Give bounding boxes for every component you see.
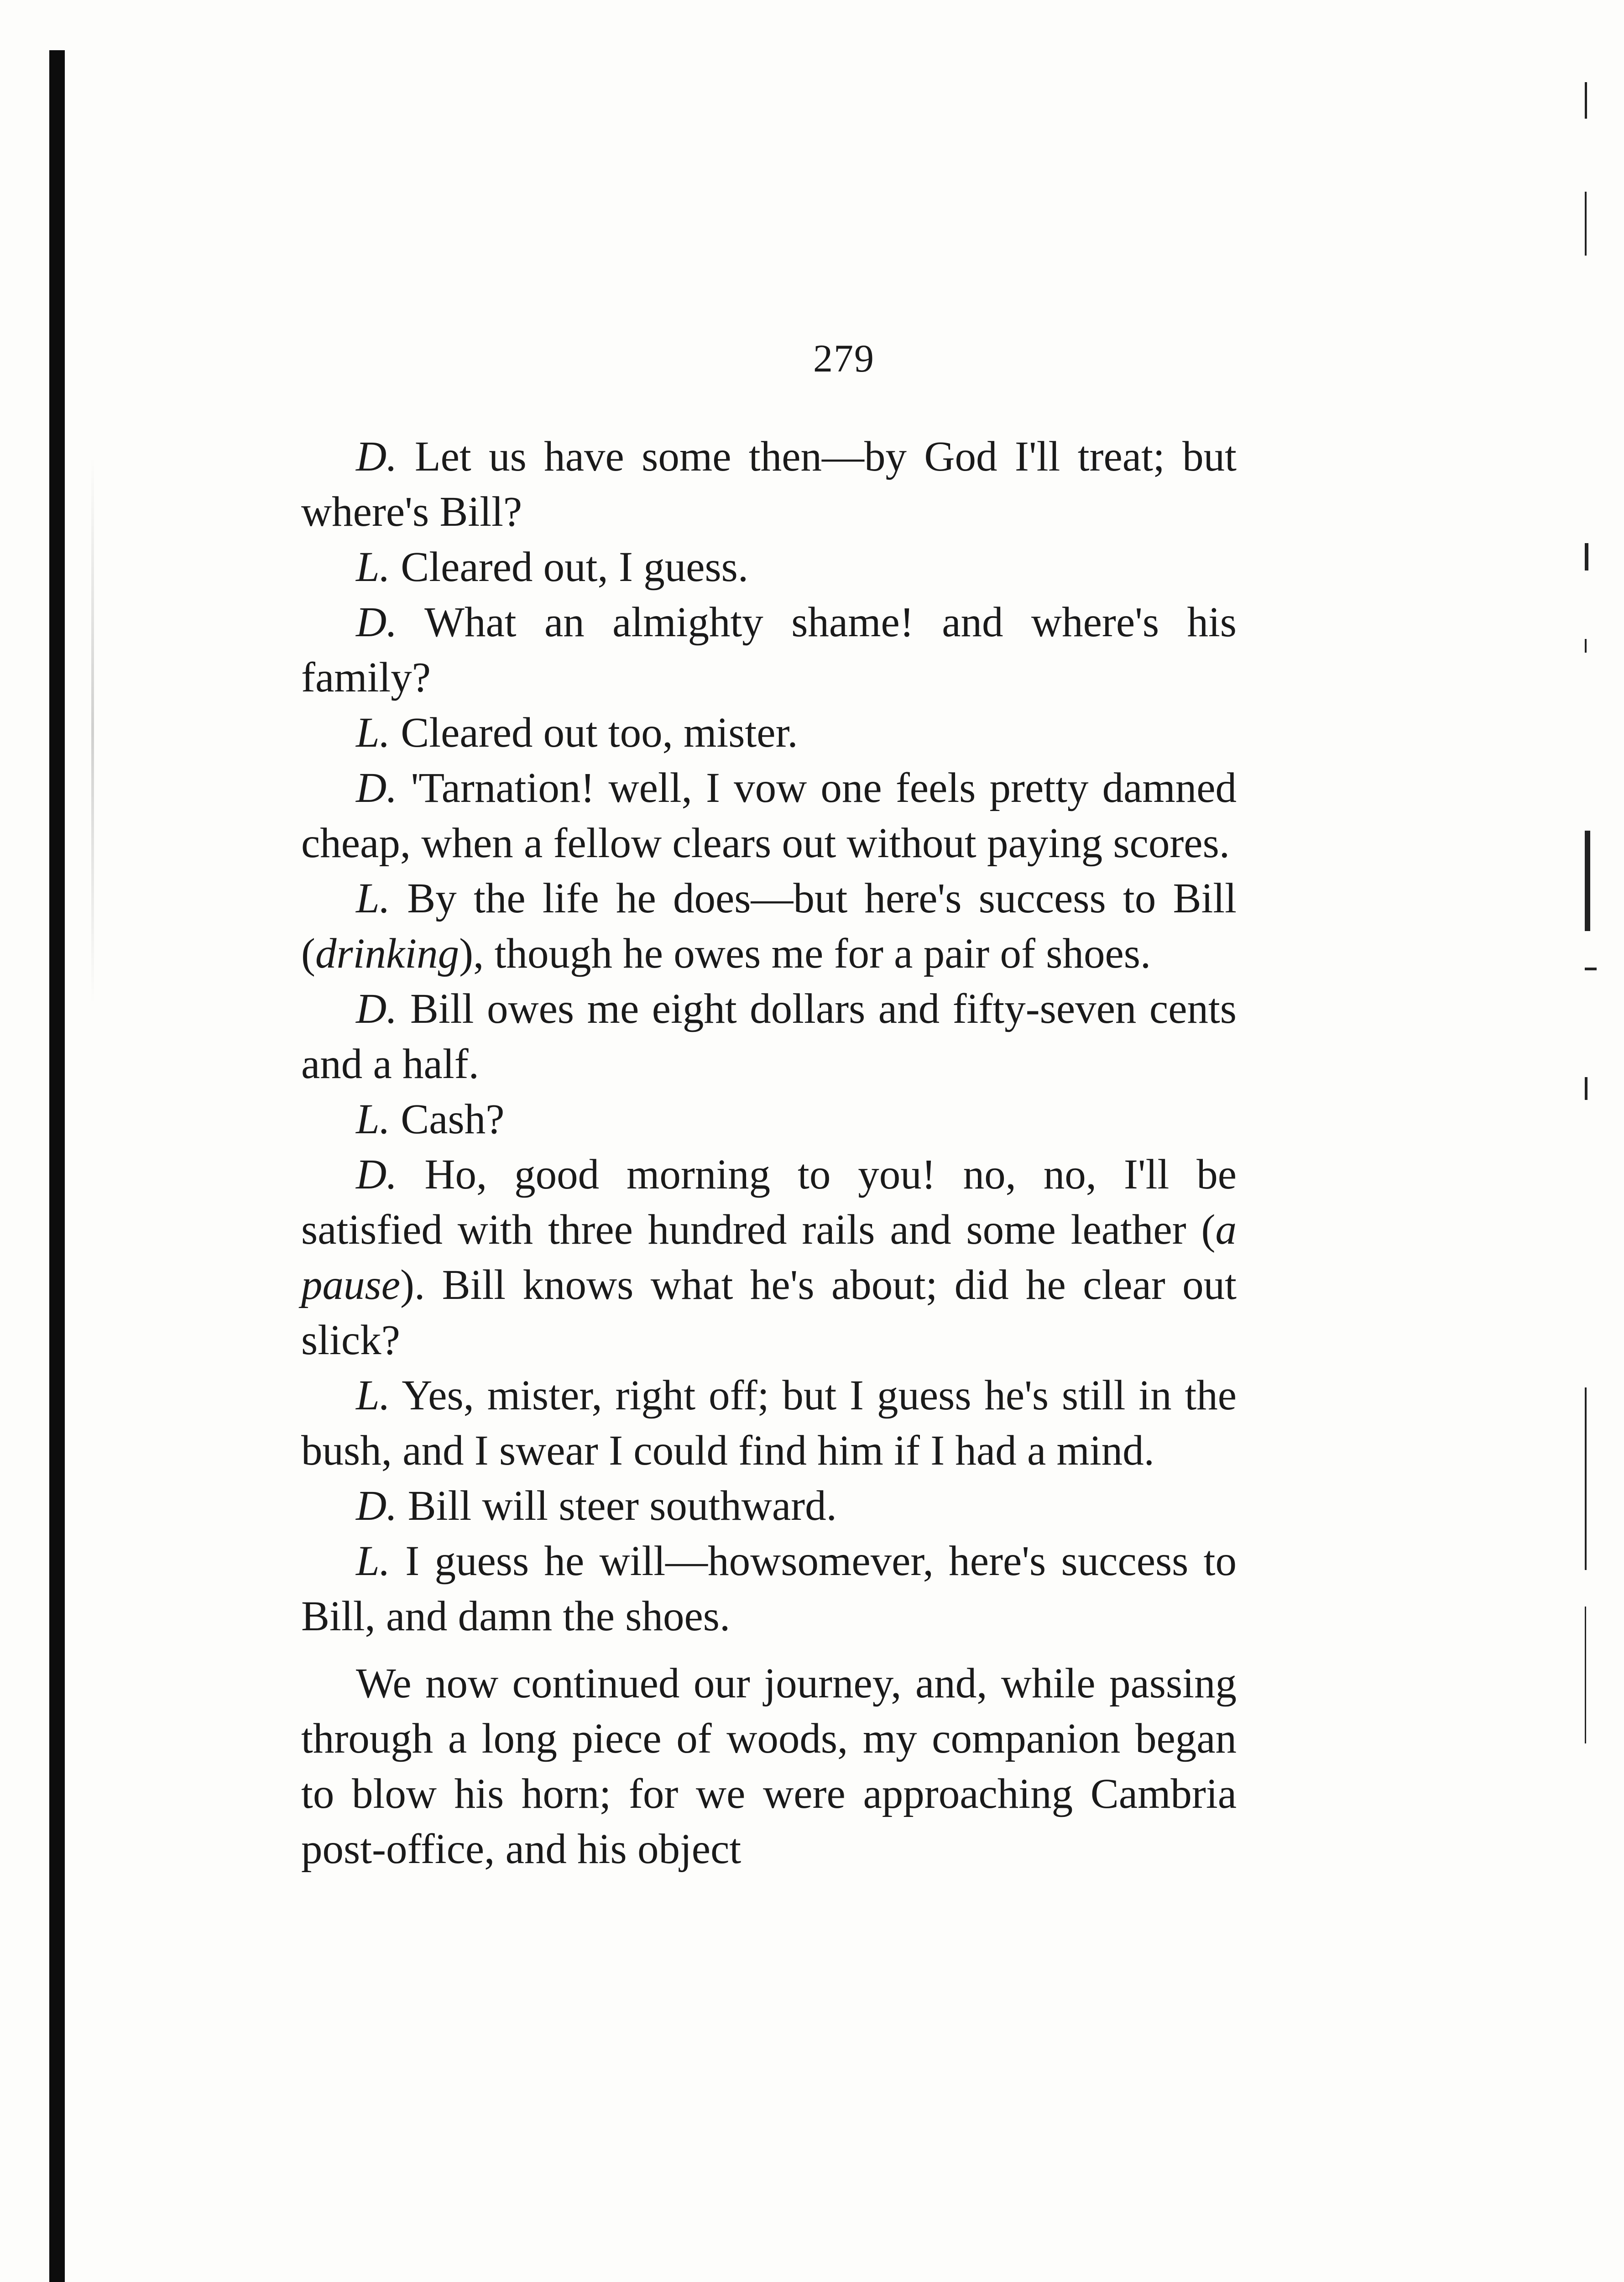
page-edge-marks: [1578, 55, 1597, 2282]
dialogue-paragraph: [301, 539, 1237, 595]
speaker-label: L.: [356, 544, 390, 591]
speaker-label: D.: [356, 1151, 397, 1198]
dialogue-paragraph: [301, 760, 1237, 871]
paragraph-text: We now continued our journey, and, while passing through a long piece of woods, my companion began to blow his horn; for we were approaching Cambria post-office, and his object: [301, 1660, 1237, 1873]
stage-direction: drinking: [315, 930, 460, 977]
dialogue-paragraph: [301, 1478, 1237, 1534]
speaker-label: L.: [356, 1372, 390, 1419]
speaker-label: L.: [356, 709, 390, 756]
paragraph-text: ). Bill knows what he's about; did he clear out slick?: [301, 1261, 1237, 1364]
speaker-label: L.: [356, 1538, 390, 1585]
paragraph-text: Let us have some then—by God I'll treat; but where's Bill?: [301, 433, 1237, 535]
narrative-paragraph: [301, 1656, 1237, 1877]
paragraph-text: Bill owes me eight dollars and fifty-seven cents and a half.: [301, 985, 1237, 1088]
speaker-label: D.: [356, 764, 397, 811]
paragraph-text: Bill will steer southward.: [397, 1482, 837, 1529]
paragraph-text: Cleared out, I guess.: [390, 544, 749, 591]
page-number: 279: [813, 336, 875, 380]
paragraph-text: Cash?: [390, 1096, 505, 1143]
speaker-label: D.: [356, 599, 397, 646]
speaker-label: L.: [356, 1096, 390, 1143]
page-text: [301, 429, 1237, 1877]
dialogue-paragraph: [301, 1368, 1237, 1478]
speaker-label: D.: [356, 985, 397, 1032]
dialogue-paragraph: [301, 1534, 1237, 1644]
speaker-label: D.: [356, 1482, 397, 1529]
dialogue-paragraph: [301, 429, 1237, 539]
paragraph-text: What an almighty shame! and where's his family?: [301, 599, 1237, 701]
dialogue-paragraph: [301, 981, 1237, 1092]
paragraph-text: 'Tarnation! well, I vow one feels pretty damned cheap, when a fellow clears out without paying scores.: [301, 764, 1237, 867]
paragraph-text: ), though he owes me for a pair of shoes.: [459, 930, 1151, 977]
dialogue-paragraph: [301, 705, 1237, 760]
dialogue-paragraph: [301, 1092, 1237, 1147]
paragraph-text: By the life he does—but here's success to Bill (: [301, 875, 1237, 977]
dialogue-paragraph: [301, 871, 1237, 981]
book-binding-edge: [49, 50, 65, 2282]
binding-shadow: [91, 456, 94, 1004]
stage-direction: a pause: [301, 1206, 1237, 1308]
dialogue-paragraph: [301, 1147, 1237, 1368]
speaker-label: L.: [356, 875, 390, 922]
paragraph-text: I guess he will—howsomever, here's success to Bill, and damn the shoes.: [301, 1538, 1237, 1640]
dialogue-paragraph: [301, 595, 1237, 705]
paragraph-text: Yes, mister, right off; but I guess he's still in the bush, and I swear I could find him if I had a mind.: [301, 1372, 1237, 1474]
paragraph-text: Ho, good morning to you! no, no, I'll be satisfied with three hundred rails and some leather (: [301, 1151, 1237, 1253]
speaker-label: D.: [356, 433, 397, 480]
paragraph-text: Cleared out too, mister.: [390, 709, 798, 756]
